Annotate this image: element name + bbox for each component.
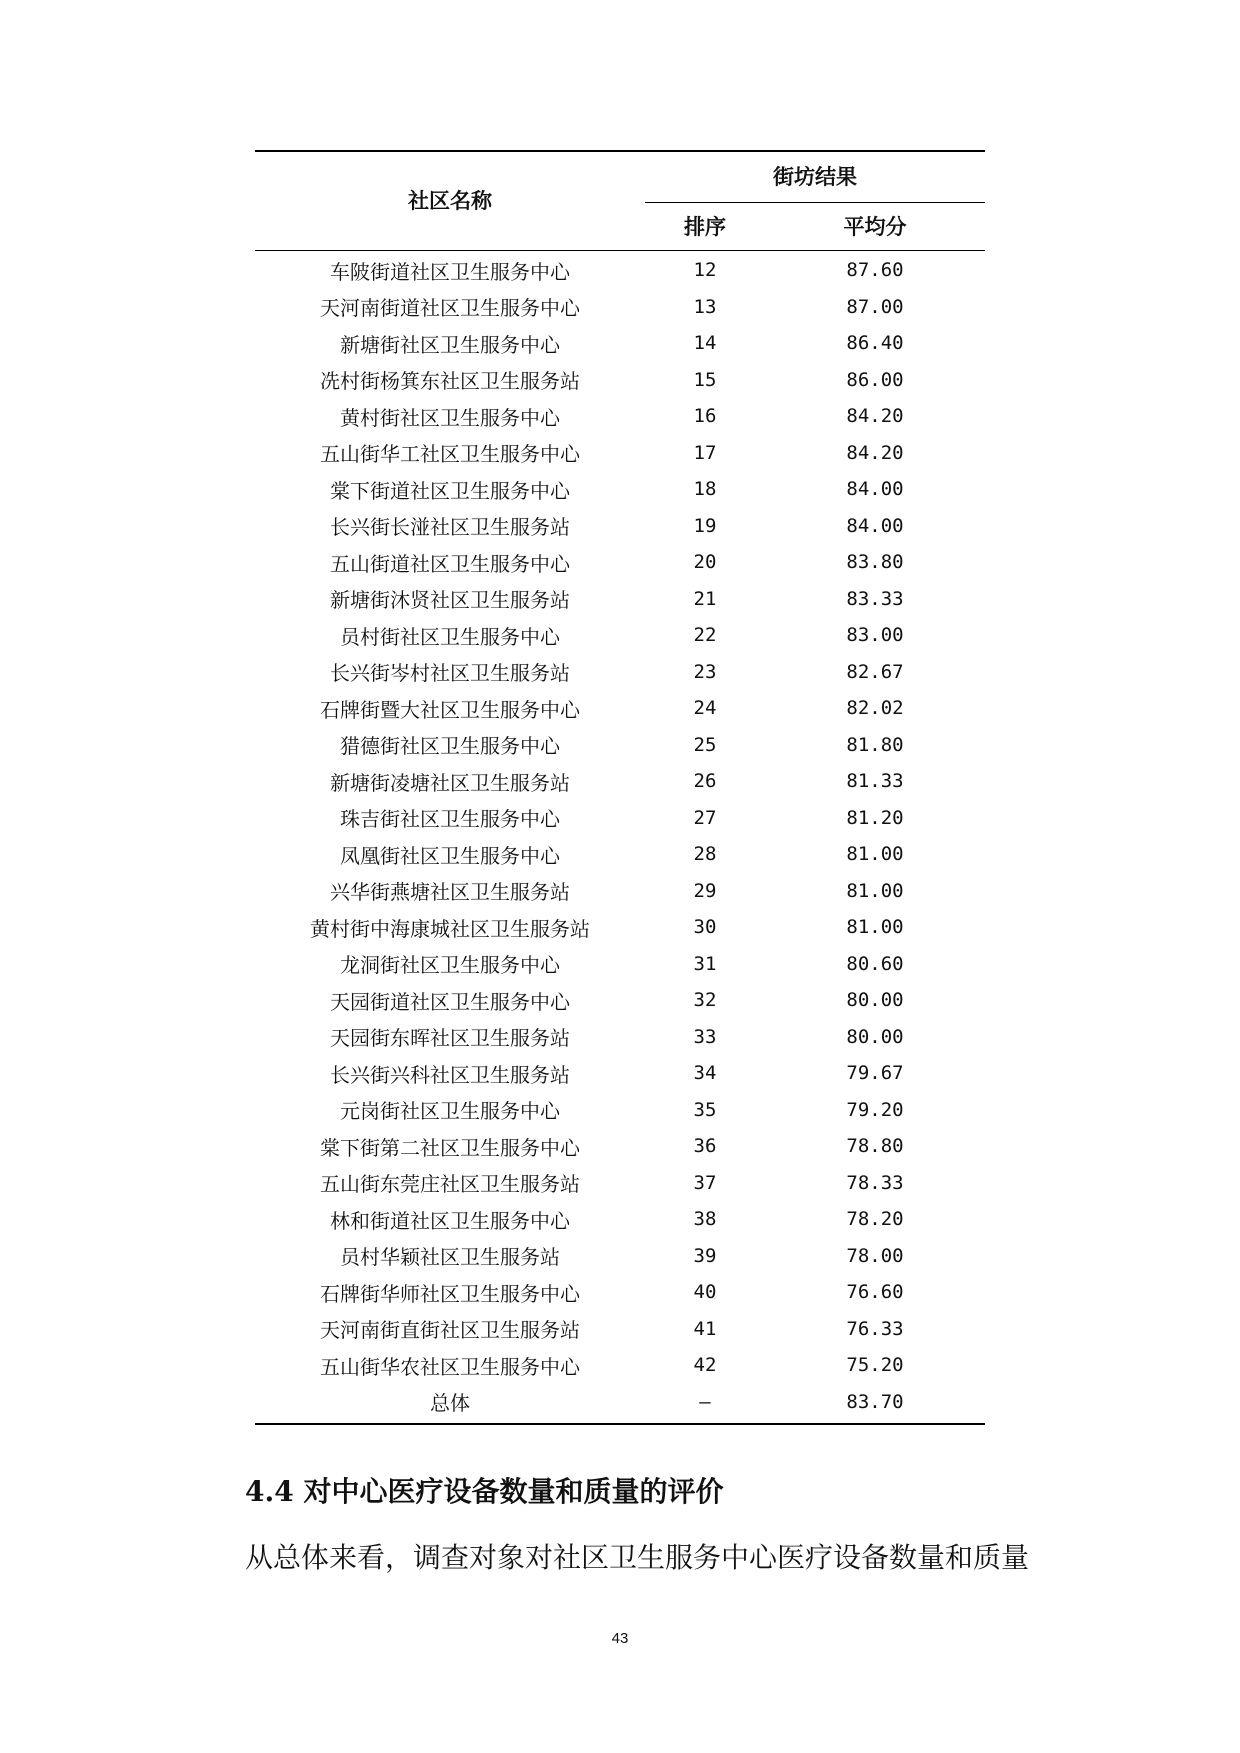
cell-community-name: 新塘街沐贤社区卫生服务站: [330, 588, 570, 613]
cell-rank: 19: [693, 514, 717, 537]
cell-rank: 42: [693, 1354, 717, 1377]
cell-community-name: 天园街东晖社区卫生服务站: [330, 1026, 570, 1051]
table-row: [255, 873, 985, 910]
cell-average-score: 81.33: [846, 770, 904, 793]
header-average-score: 平均分: [843, 215, 907, 239]
table-row: [255, 581, 985, 618]
cell-rank: 26: [693, 770, 717, 793]
table-row: [255, 654, 985, 691]
cell-rank: 17: [693, 441, 717, 464]
table-row: [255, 508, 985, 545]
table-row: [255, 1019, 985, 1056]
cell-average-score: 79.20: [846, 1098, 904, 1121]
table-row: [255, 544, 985, 581]
cell-average-score: 78.20: [846, 1208, 904, 1231]
table-row: [255, 909, 985, 946]
cell-community-name: 新塘街凌塘社区卫生服务站: [330, 770, 570, 795]
header-street-results: 街坊结果: [773, 165, 857, 189]
cell-community-name: 员村街社区卫生服务中心: [340, 624, 560, 649]
table-row: [255, 1238, 985, 1275]
cell-rank: 23: [693, 660, 717, 683]
cell-community-name: 兴华街燕塘社区卫生服务站: [330, 880, 570, 905]
table-row: [255, 727, 985, 764]
cell-community-name: 石牌街暨大社区卫生服务中心: [320, 697, 580, 722]
table-row: [255, 1092, 985, 1129]
cell-rank: 22: [693, 624, 717, 647]
cell-average-score: 80.00: [846, 989, 904, 1012]
cell-rank: 28: [693, 843, 717, 866]
table-row: [255, 1128, 985, 1165]
cell-community-name: 元岗街社区卫生服务中心: [340, 1099, 560, 1124]
table-row: [255, 982, 985, 1019]
cell-average-score: 81.00: [846, 879, 904, 902]
table-row: [255, 325, 985, 362]
cell-average-score: 78.00: [846, 1244, 904, 1267]
cell-community-name: 新塘街社区卫生服务中心: [340, 332, 560, 357]
cell-average-score: 87.00: [846, 295, 904, 318]
cell-community-name: 总体: [430, 1391, 470, 1416]
cell-rank: 12: [693, 259, 717, 282]
cell-community-name: 棠下街道社区卫生服务中心: [330, 478, 570, 503]
table-row: [255, 252, 985, 289]
page-number: 43: [611, 1630, 629, 1647]
cell-rank: —: [699, 1390, 711, 1413]
cell-average-score: 82.67: [846, 660, 904, 683]
cell-average-score: 83.33: [846, 587, 904, 610]
cell-community-name: 冼村街杨箕东社区卫生服务站: [320, 369, 580, 394]
cell-community-name: 石牌街华师社区卫生服务中心: [320, 1281, 580, 1306]
cell-community-name: 五山街东莞庄社区卫生服务站: [320, 1172, 580, 1197]
cell-rank: 36: [693, 1135, 717, 1158]
cell-rank: 27: [693, 806, 717, 829]
cell-community-name: 五山街华农社区卫生服务中心: [320, 1354, 580, 1379]
cell-community-name: 珠吉街社区卫生服务中心: [340, 807, 560, 832]
cell-community-name: 长兴街兴科社区卫生服务站: [330, 1062, 570, 1087]
cell-community-name: 凤凰街社区卫生服务中心: [340, 843, 560, 868]
cell-rank: 21: [693, 587, 717, 610]
cell-average-score: 84.20: [846, 405, 904, 428]
table-row: [255, 1201, 985, 1238]
cell-rank: 37: [693, 1171, 717, 1194]
table-row: [255, 362, 985, 399]
cell-average-score: 86.40: [846, 332, 904, 355]
cell-rank: 25: [693, 733, 717, 756]
cell-rank: 39: [693, 1244, 717, 1267]
cell-community-name: 猎德街社区卫生服务中心: [340, 734, 560, 759]
cell-community-name: 车陂街道社区卫生服务中心: [330, 259, 570, 284]
table-row: [255, 1384, 985, 1421]
cell-community-name: 天河南街道社区卫生服务中心: [320, 296, 580, 321]
cell-community-name: 五山街道社区卫生服务中心: [330, 551, 570, 576]
table-body: [255, 252, 985, 1420]
cell-rank: 35: [693, 1098, 717, 1121]
table-row: [255, 289, 985, 326]
table-row: [255, 946, 985, 983]
table-row: [255, 1055, 985, 1092]
cell-average-score: 84.00: [846, 478, 904, 501]
cell-community-name: 天园街道社区卫生服务中心: [330, 989, 570, 1014]
table-header-rule: [255, 250, 985, 251]
table-row: [255, 800, 985, 837]
cell-rank: 38: [693, 1208, 717, 1231]
cell-average-score: 81.00: [846, 843, 904, 866]
cell-average-score: 83.00: [846, 624, 904, 647]
cell-average-score: 76.33: [846, 1317, 904, 1340]
cell-average-score: 80.00: [846, 1025, 904, 1048]
cell-average-score: 87.60: [846, 259, 904, 282]
cell-community-name: 林和街道社区卫生服务中心: [330, 1208, 570, 1233]
table-row: [255, 1165, 985, 1202]
cell-rank: 14: [693, 332, 717, 355]
cell-community-name: 长兴街岑村社区卫生服务站: [330, 661, 570, 686]
table-row: [255, 471, 985, 508]
cell-community-name: 龙洞街社区卫生服务中心: [340, 953, 560, 978]
cell-rank: 34: [693, 1062, 717, 1085]
cell-rank: 32: [693, 989, 717, 1012]
cell-rank: 29: [693, 879, 717, 902]
cell-average-score: 86.00: [846, 368, 904, 391]
cell-average-score: 79.67: [846, 1062, 904, 1085]
cell-community-name: 黄村街社区卫生服务中心: [340, 405, 560, 430]
section-heading: 4.4 对中心医疗设备数量和质量的评价: [245, 1475, 724, 1508]
cell-community-name: 五山街华工社区卫生服务中心: [320, 442, 580, 467]
table-row: [255, 1311, 985, 1348]
table-row: [255, 617, 985, 654]
table-row: [255, 836, 985, 873]
cell-rank: 31: [693, 952, 717, 975]
table-row: [255, 690, 985, 727]
table-row: [255, 435, 985, 472]
cell-average-score: 76.60: [846, 1281, 904, 1304]
cell-average-score: 78.80: [846, 1135, 904, 1158]
cell-rank: 18: [693, 478, 717, 501]
cell-community-name: 员村华颖社区卫生服务站: [340, 1245, 560, 1270]
cell-rank: 13: [693, 295, 717, 318]
header-community-name: 社区名称: [408, 189, 492, 213]
cell-average-score: 80.60: [846, 952, 904, 975]
cell-average-score: 83.80: [846, 551, 904, 574]
cell-community-name: 天河南街直街社区卫生服务站: [320, 1318, 580, 1343]
cell-average-score: 84.00: [846, 514, 904, 537]
cell-average-score: 81.80: [846, 733, 904, 756]
table-row: [255, 1347, 985, 1384]
table-row: [255, 398, 985, 435]
cell-average-score: 75.20: [846, 1354, 904, 1377]
cell-rank: 16: [693, 405, 717, 428]
cell-average-score: 83.70: [846, 1390, 904, 1413]
header-rank: 排序: [684, 215, 726, 239]
table-bottom-rule: [255, 1423, 985, 1425]
cell-average-score: 81.00: [846, 916, 904, 939]
cell-rank: 20: [693, 551, 717, 574]
body-paragraph: 从总体来看，调查对象对社区卫生服务中心医疗设备数量和质量: [245, 1541, 1030, 1574]
cell-rank: 41: [693, 1317, 717, 1340]
cell-community-name: 黄村街中海康城社区卫生服务站: [310, 916, 590, 941]
cell-community-name: 棠下街第二社区卫生服务中心: [320, 1135, 580, 1160]
table-row: [255, 763, 985, 800]
cell-rank: 33: [693, 1025, 717, 1048]
cell-community-name: 长兴街长湴社区卫生服务站: [330, 515, 570, 540]
cell-average-score: 81.20: [846, 806, 904, 829]
cell-rank: 15: [693, 368, 717, 391]
table-row: [255, 1274, 985, 1311]
cell-rank: 30: [693, 916, 717, 939]
cell-average-score: 82.02: [846, 697, 904, 720]
cell-average-score: 84.20: [846, 441, 904, 464]
cell-average-score: 78.33: [846, 1171, 904, 1194]
cell-rank: 24: [693, 697, 717, 720]
cell-rank: 40: [693, 1281, 717, 1304]
